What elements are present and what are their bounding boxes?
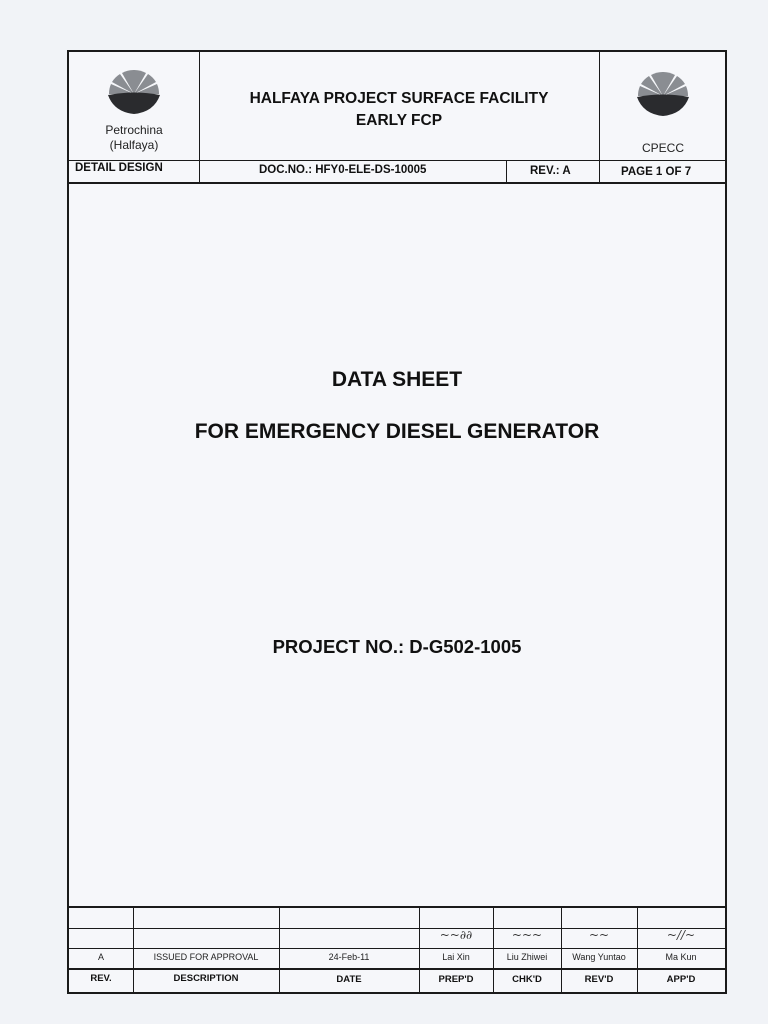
prepared-signature: ~~∂∂	[439, 928, 473, 942]
label-prepd: PREP'D	[438, 974, 474, 985]
cpecc-logo-icon	[633, 66, 693, 120]
title-block-header	[69, 52, 725, 184]
design-stage: DETAIL DESIGN	[75, 162, 163, 174]
label-date: DATE	[336, 974, 362, 985]
page-count: PAGE 1 OF 7	[621, 166, 692, 178]
header-title-line2: EARLY FCP	[355, 112, 443, 129]
row-prepd: Lai Xin	[442, 952, 470, 962]
label-chkd: CHK'D	[512, 974, 542, 985]
petrochina-logo-block	[69, 64, 199, 153]
left-org-line1: Petrochina	[105, 123, 163, 137]
left-org-line2: (Halfaya)	[109, 138, 159, 152]
header-title	[201, 88, 597, 132]
label-description: DESCRIPTION	[173, 973, 239, 984]
header-title-line1: HALFAYA PROJECT SURFACE FACILITY	[249, 90, 549, 107]
document-title-line2: FOR EMERGENCY DIESEL GENERATOR	[194, 420, 600, 443]
document-title-line1: DATA SHEET	[331, 368, 463, 391]
row-revd: Wang Yuntao	[572, 952, 626, 962]
row-chkd: Liu Zhiwei	[506, 952, 548, 962]
document-sheet	[67, 50, 727, 994]
row-appd: Ma Kun	[665, 952, 697, 962]
row-rev: A	[97, 952, 104, 962]
label-rev: REV.	[90, 973, 112, 984]
petrochina-logo-icon	[104, 64, 164, 118]
checked-signature: ~~~	[511, 928, 543, 942]
revision-block	[69, 906, 725, 992]
revision-label: REV.: A	[530, 165, 571, 177]
row-date: 24-Feb-11	[328, 952, 370, 962]
cpecc-logo-block	[599, 66, 727, 156]
project-number: PROJECT NO.: D-G502-1005	[272, 636, 522, 657]
reviewed-signature: ~~	[588, 928, 610, 942]
doc-number: DOC.NO.: HFY0-ELE-DS-10005	[259, 164, 427, 176]
approved-signature: ~//~	[666, 928, 696, 942]
label-revd: REV'D	[584, 974, 614, 985]
label-appd: APP'D	[666, 974, 696, 985]
row-description: ISSUED FOR APPROVAL	[153, 952, 259, 962]
right-org: CPECC	[641, 141, 684, 155]
